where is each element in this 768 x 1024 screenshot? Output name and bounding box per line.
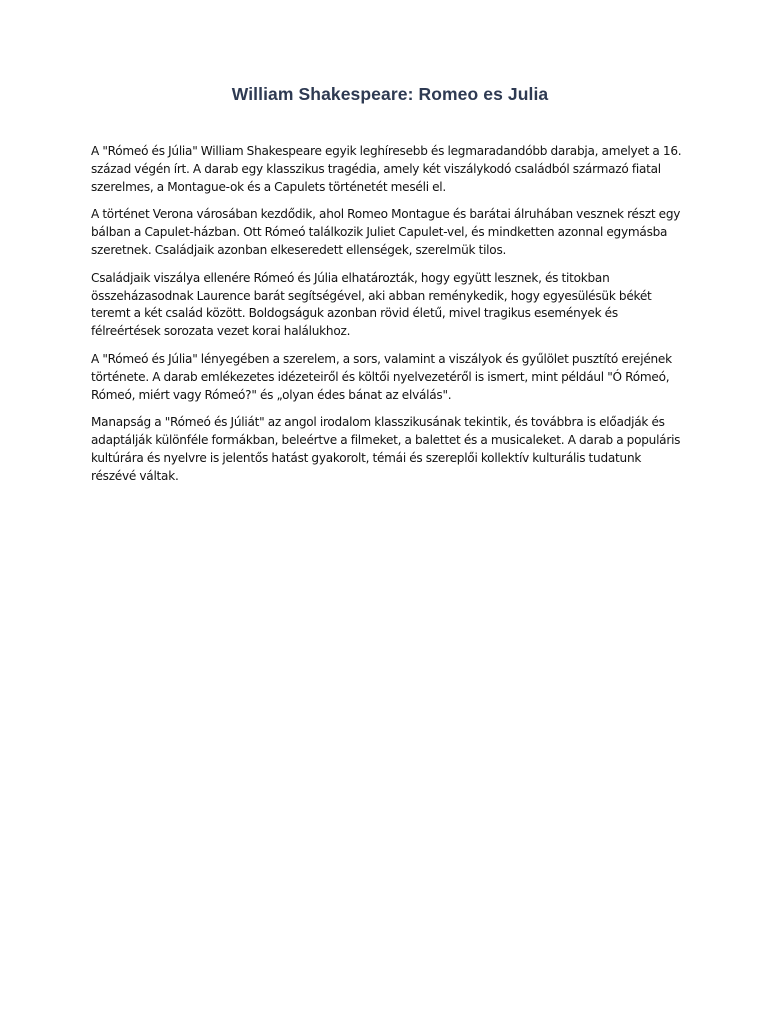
document-body [91, 143, 683, 496]
document-title: William Shakespeare: Romeo es Julia [231, 84, 549, 104]
paragraph: Manapság a "Rómeó és Júliát" az angol irodalom klasszikusának tekintik, és továbbra is előadják és adaptálják különféle formákban, beleértve a filmeket, a balettet és a musicaleket. A darab a populáris kultúrára és nyelvre is jelentős hatást gyakorolt, témái és szereplői kollektív kulturális tudatunk részévé váltak. [91, 415, 681, 483]
paragraph: A "Rómeó és Júlia" lényegében a szerelem, a sors, valamint a viszályok és gyűlölet pusztító erejének története. A darab emlékezetes idézeteiről és költői nyelvezetéről is ismert, mint például "Ó Rómeó, Rómeó, miért vagy Rómeó?" és „olyan édes bánat az elválás". [91, 351, 672, 402]
paragraph: A történet Verona városában kezdődik, ahol Romeo Montague és barátai álruhában vesznek részt egy bálban a Capulet-házban. Ott Rómeó találkozik Juliet Capulet-vel, és mindketten azonnal egymásba szeretnek. Családjaik azonban elkeseredett ellenségek, szerelmük tilos. [91, 207, 681, 257]
paragraph: A "Rómeó és Júlia" William Shakespeare egyik leghíresebb és legmaradandóbb darabja, amelyet a 16. század végén írt. A darab egy klasszikus tragédia, amely két viszálykodó családból származó fiatal szerelmes, a Montague-ok és a Capulets történetét meséli el. [91, 144, 682, 194]
paragraph: Családjaik viszálya ellenére Rómeó és Júlia elhatározták, hogy együtt lesznek, és titokban összeházasodnak Laurence barát segítségével, aki abban reménykedik, hogy egyesülésük békét teremt a két család között. Boldogságuk azonban rövid életű, mivel tragikus események és félreértések sorozata vezet korai halálukhoz. [91, 270, 652, 339]
